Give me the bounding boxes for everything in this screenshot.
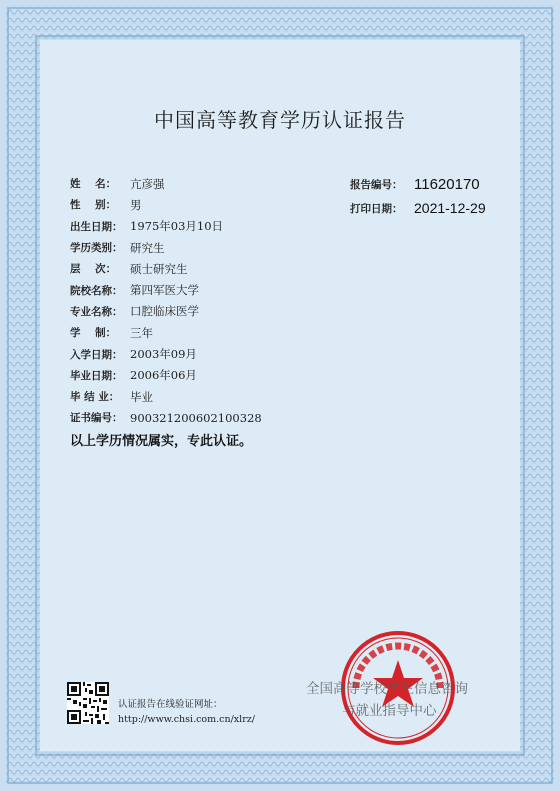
issuing-organization: [306, 677, 468, 721]
field-label: 毕 结 业：: [70, 391, 120, 404]
info-fields: [70, 173, 262, 429]
field-row: [70, 237, 262, 258]
field-value: 硕士研究生: [130, 261, 188, 276]
field-value: 第四军医大学: [130, 283, 199, 298]
print-date-row: [350, 196, 486, 220]
print-date: 2021-12-29: [414, 200, 486, 216]
verification-label: 认证报告在线验证网址：: [118, 699, 223, 710]
field-row: [70, 365, 262, 386]
field-row: [70, 194, 262, 215]
verification-info: [118, 696, 255, 732]
field-value: 2003年09月: [130, 347, 197, 362]
field-row: [70, 279, 262, 300]
field-row: [70, 173, 262, 194]
field-label: 证书编号：: [70, 412, 123, 425]
field-row: [70, 301, 262, 322]
field-label: 院校名称：: [70, 284, 123, 297]
report-number: 11620170: [414, 175, 480, 193]
certification-statement: 以上学历情况属实，专此认证。: [70, 434, 253, 449]
field-row: [70, 258, 262, 279]
field-value: 900321200602100328: [130, 410, 262, 425]
field-label: 毕业日期：: [70, 369, 123, 382]
field-label: 出生日期：: [70, 220, 123, 233]
field-value: 研究生: [130, 240, 165, 255]
field-value: 2006年06月: [130, 368, 197, 383]
page-title: 中国高等教育学历认证报告: [154, 108, 406, 132]
organization-line-1: 全国高等学校学生信息咨询: [306, 681, 468, 697]
field-label: 性 别：: [70, 199, 117, 212]
field-value: 口腔临床医学: [130, 304, 199, 319]
field-row: [70, 322, 262, 343]
report-number-label: 报告编号：: [350, 178, 403, 191]
field-value: 亢彦强: [130, 176, 165, 191]
field-label: 学历类别：: [70, 242, 123, 255]
field-row: [70, 407, 262, 428]
field-row: [70, 216, 262, 237]
field-value: 毕业: [130, 389, 153, 404]
verification-url[interactable]: http://www.chsi.com.cn/xlrz/: [118, 714, 255, 725]
field-label: 入学日期：: [70, 348, 123, 361]
print-date-label: 打印日期：: [350, 202, 403, 215]
field-label: 专业名称：: [70, 305, 123, 318]
field-value: 1975年03月10日: [130, 219, 224, 234]
field-label: 姓 名：: [70, 178, 117, 191]
field-label: 学 制：: [70, 327, 117, 340]
field-row: [70, 343, 262, 364]
field-row: [70, 386, 262, 407]
qr-code-icon: [67, 682, 109, 724]
field-label: 层 次：: [70, 263, 117, 276]
field-value: 三年: [130, 325, 153, 340]
organization-line-2: 与就业指导中心: [342, 703, 437, 719]
report-number-row: [350, 172, 486, 196]
report-meta: [350, 172, 486, 220]
field-value: 男: [130, 197, 142, 212]
